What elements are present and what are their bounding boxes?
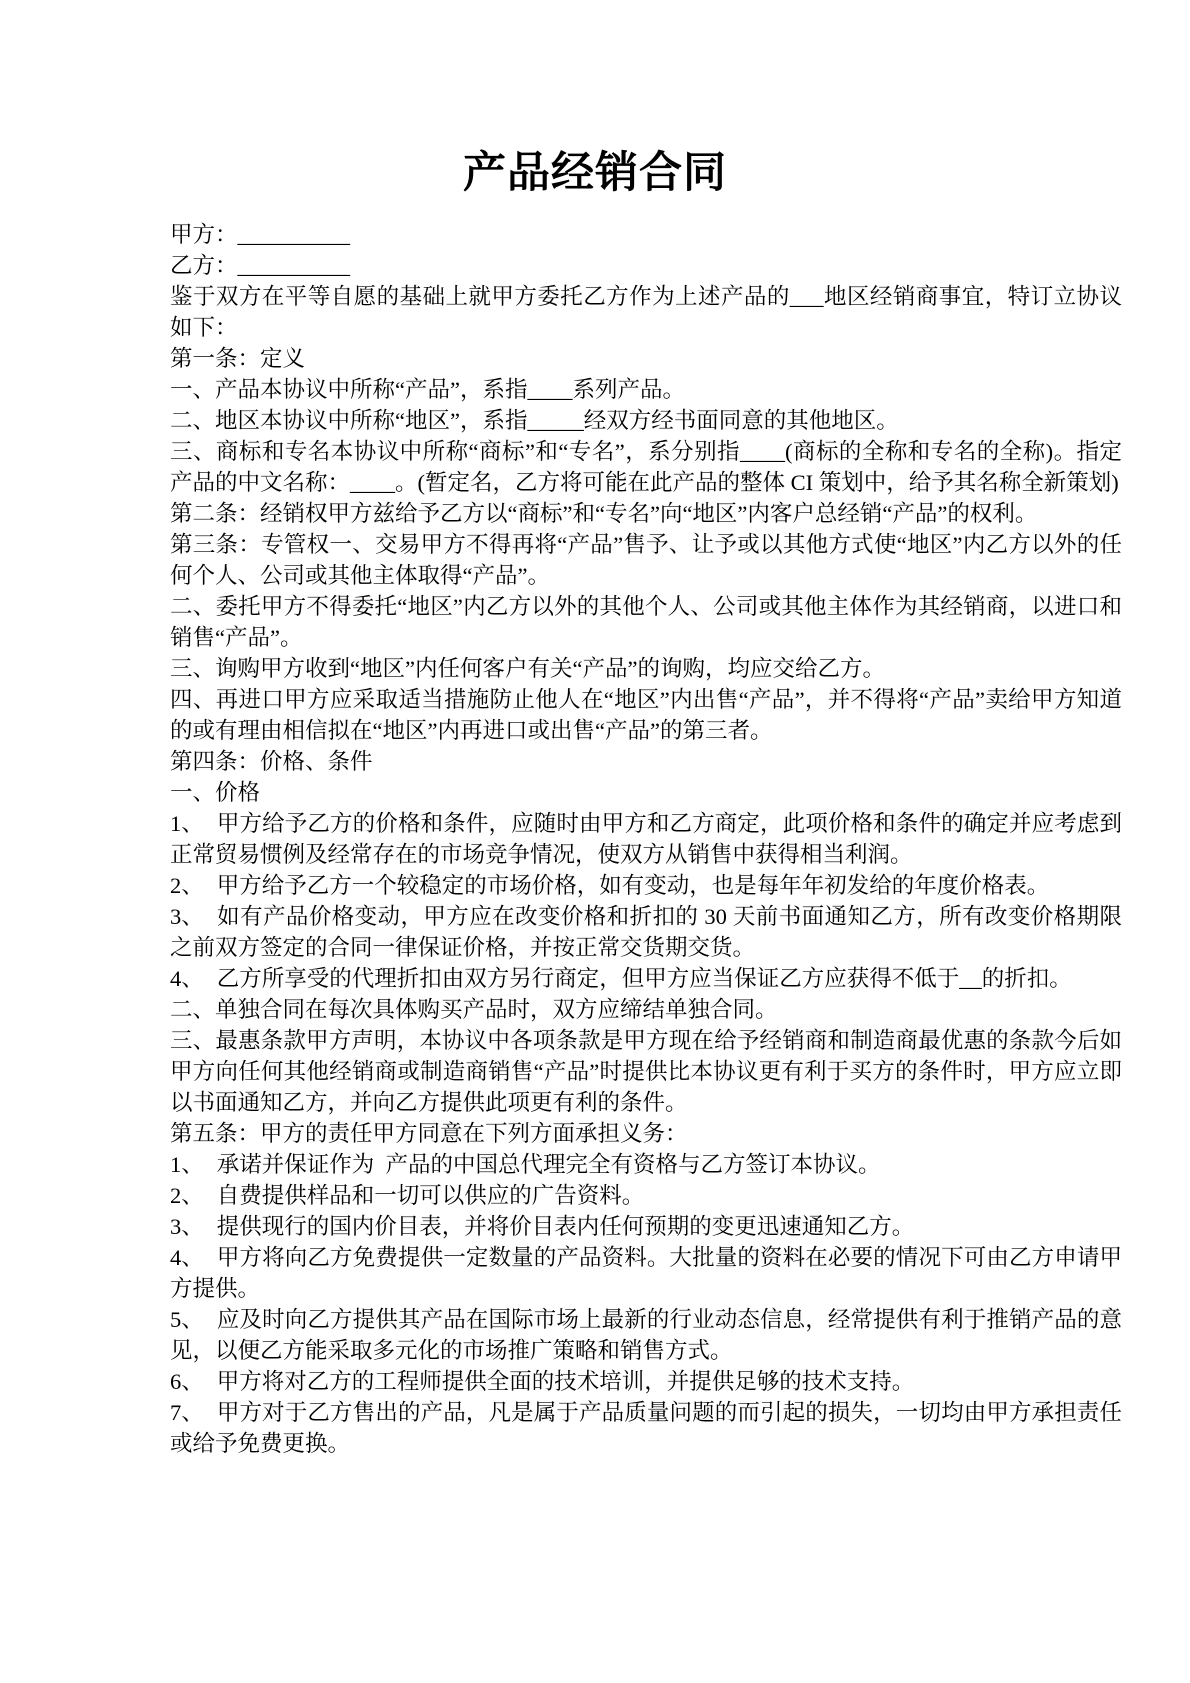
paragraph-text: 甲方将对乙方的工程师提供全面的技术培训，并提供足够的技术支持。: [216, 1369, 915, 1395]
item-number: 4、: [170, 1245, 204, 1271]
paragraph-text: 甲方对于乙方售出的产品，凡是属于产品质量问题的而引起的损失，一切均由甲方承担责任或给予免费更换。: [170, 1400, 1122, 1457]
item-number: 1、: [170, 811, 204, 837]
item-number: 6、: [170, 1369, 204, 1395]
paragraph-text: 承诺并保证作为 产品的中国总代理完全有资格与乙方签订本协议。: [216, 1152, 881, 1178]
paragraph-text: 第一条：定义: [170, 346, 306, 372]
paragraph: [170, 219, 1122, 250]
paragraph-text: 乙方所享受的代理折扣由双方另行商定，但甲方应当保证乙方应获得不低于__的折扣。: [216, 966, 1072, 992]
paragraph-text: 甲方：__________: [170, 222, 351, 248]
document-body: [170, 219, 1122, 1459]
item-number: 2、: [170, 1183, 204, 1209]
paragraph: [170, 591, 1122, 653]
paragraph-text: 三、商标和专名本协议中所称“商标”和“专名”，系分别指____(商标的全称和专名的全称)。指定产品的中文名称：____。(暂定名，乙方将可能在此产品的整体 CI 策划中，给予其名称全新策划): [170, 439, 1122, 496]
paragraph: [170, 746, 1122, 777]
paragraph-text: 鉴于双方在平等自愿的基础上就甲方委托乙方作为上述产品的___地区经销商事宜，特订立协议如下：: [170, 284, 1122, 341]
paragraph: [170, 808, 1122, 870]
paragraph-text: 二、单独合同在每次具体购买产品时，双方应缔结单独合同。: [170, 997, 778, 1023]
paragraph-text: 乙方：__________: [170, 253, 351, 279]
paragraph: [170, 1118, 1122, 1149]
paragraph-text: 一、产品本协议中所称“产品”，系指____系列产品。: [170, 377, 685, 403]
paragraph: [170, 1397, 1122, 1459]
paragraph-text: 二、委托甲方不得委托“地区”内乙方以外的其他个人、公司或其他主体作为其经销商，以进口和销售“产品”。: [170, 594, 1122, 651]
paragraph-text: 如有产品价格变动，甲方应在改变价格和折扣的 30 天前书面通知乙方，所有改变价格期限之前双方签定的合同一律保证价格，并按正常交货期交货。: [170, 904, 1122, 961]
paragraph: [170, 1149, 1122, 1180]
item-number: 4、: [170, 966, 204, 992]
paragraph-text: 一、价格: [170, 780, 261, 806]
paragraph-text: 甲方给予乙方一个较稳定的市场价格，如有变动，也是每年年初发给的年度价格表。: [216, 873, 1050, 899]
item-number: 3、: [170, 1214, 204, 1240]
paragraph: [170, 1211, 1122, 1242]
paragraph-text: 第三条：专管权一、交易甲方不得再将“产品”售予、让予或以其他方式使“地区”内乙方以外的任何个人、公司或其他主体取得“产品”。: [170, 532, 1122, 589]
paragraph-text: 第二条：经销权甲方兹给予乙方以“商标”和“专名”向“地区”内客户总经销“产品”的权利。: [170, 501, 1038, 527]
paragraph-text: 甲方将向乙方免费提供一定数量的产品资料。大批量的资料在必要的情况下可由乙方申请甲方提供。: [170, 1245, 1122, 1302]
paragraph: [170, 343, 1122, 374]
paragraph: [170, 963, 1122, 994]
paragraph: [170, 1025, 1122, 1118]
paragraph: [170, 374, 1122, 405]
paragraph: [170, 994, 1122, 1025]
paragraph: [170, 498, 1122, 529]
paragraph: [170, 1366, 1122, 1397]
paragraph-text: 甲方给予乙方的价格和条件，应随时由甲方和乙方商定，此项价格和条件的确定并应考虑到正常贸易惯例及经常存在的市场竞争情况，使双方从销售中获得相当利润。: [170, 811, 1122, 868]
paragraph-text: 第四条：价格、条件: [170, 749, 373, 775]
paragraph-text: 自费提供样品和一切可以供应的广告资料。: [216, 1183, 645, 1209]
paragraph: [170, 529, 1122, 591]
paragraph-text: 应及时向乙方提供其产品在国际市场上最新的行业动态信息，经常提供有利于推销产品的意见，以便乙方能采取多元化的市场推广策略和销售方式。: [170, 1307, 1122, 1364]
item-number: 7、: [170, 1400, 204, 1426]
paragraph-text: 三、最惠条款甲方声明，本协议中各项条款是甲方现在给予经销商和制造商最优惠的条款今后如甲方向任何其他经销商或制造商销售“产品”时提供比本协议更有利于买方的条件时，甲方应立即以书面通知乙方，并向乙方提供此项更有利的条件。: [170, 1028, 1122, 1116]
paragraph: [170, 870, 1122, 901]
paragraph: [170, 436, 1122, 498]
paragraph-text: 第五条：甲方的责任甲方同意在下列方面承担义务：: [170, 1121, 688, 1147]
paragraph-text: 二、地区本协议中所称“地区”，系指_____经双方经书面同意的其他地区。: [170, 408, 899, 434]
paragraph: [170, 1180, 1122, 1211]
paragraph: [170, 405, 1122, 436]
item-number: 1、: [170, 1152, 204, 1178]
paragraph: [170, 1242, 1122, 1304]
item-number: 2、: [170, 873, 204, 899]
paragraph-text: 四、再进口甲方应采取适当措施防止他人在“地区”内出售“产品”，并不得将“产品”卖给甲方知道的或有理由相信拟在“地区”内再进口或出售“产品”的第三者。: [170, 687, 1122, 744]
item-number: 3、: [170, 904, 204, 930]
paragraph: [170, 1304, 1122, 1366]
paragraph: [170, 777, 1122, 808]
paragraph-text: 三、询购甲方收到“地区”内任何客户有关“产品”的询购，均应交给乙方。: [170, 656, 885, 682]
paragraph: [170, 281, 1122, 343]
paragraph: [170, 901, 1122, 963]
paragraph: [170, 684, 1122, 746]
document-title: 产品经销合同: [463, 150, 727, 197]
paragraph: [170, 250, 1122, 281]
paragraph: [170, 653, 1122, 684]
paragraph-text: 提供现行的国内价目表，并将价目表内任何预期的变更迅速通知乙方。: [216, 1214, 915, 1240]
item-number: 5、: [170, 1307, 204, 1333]
